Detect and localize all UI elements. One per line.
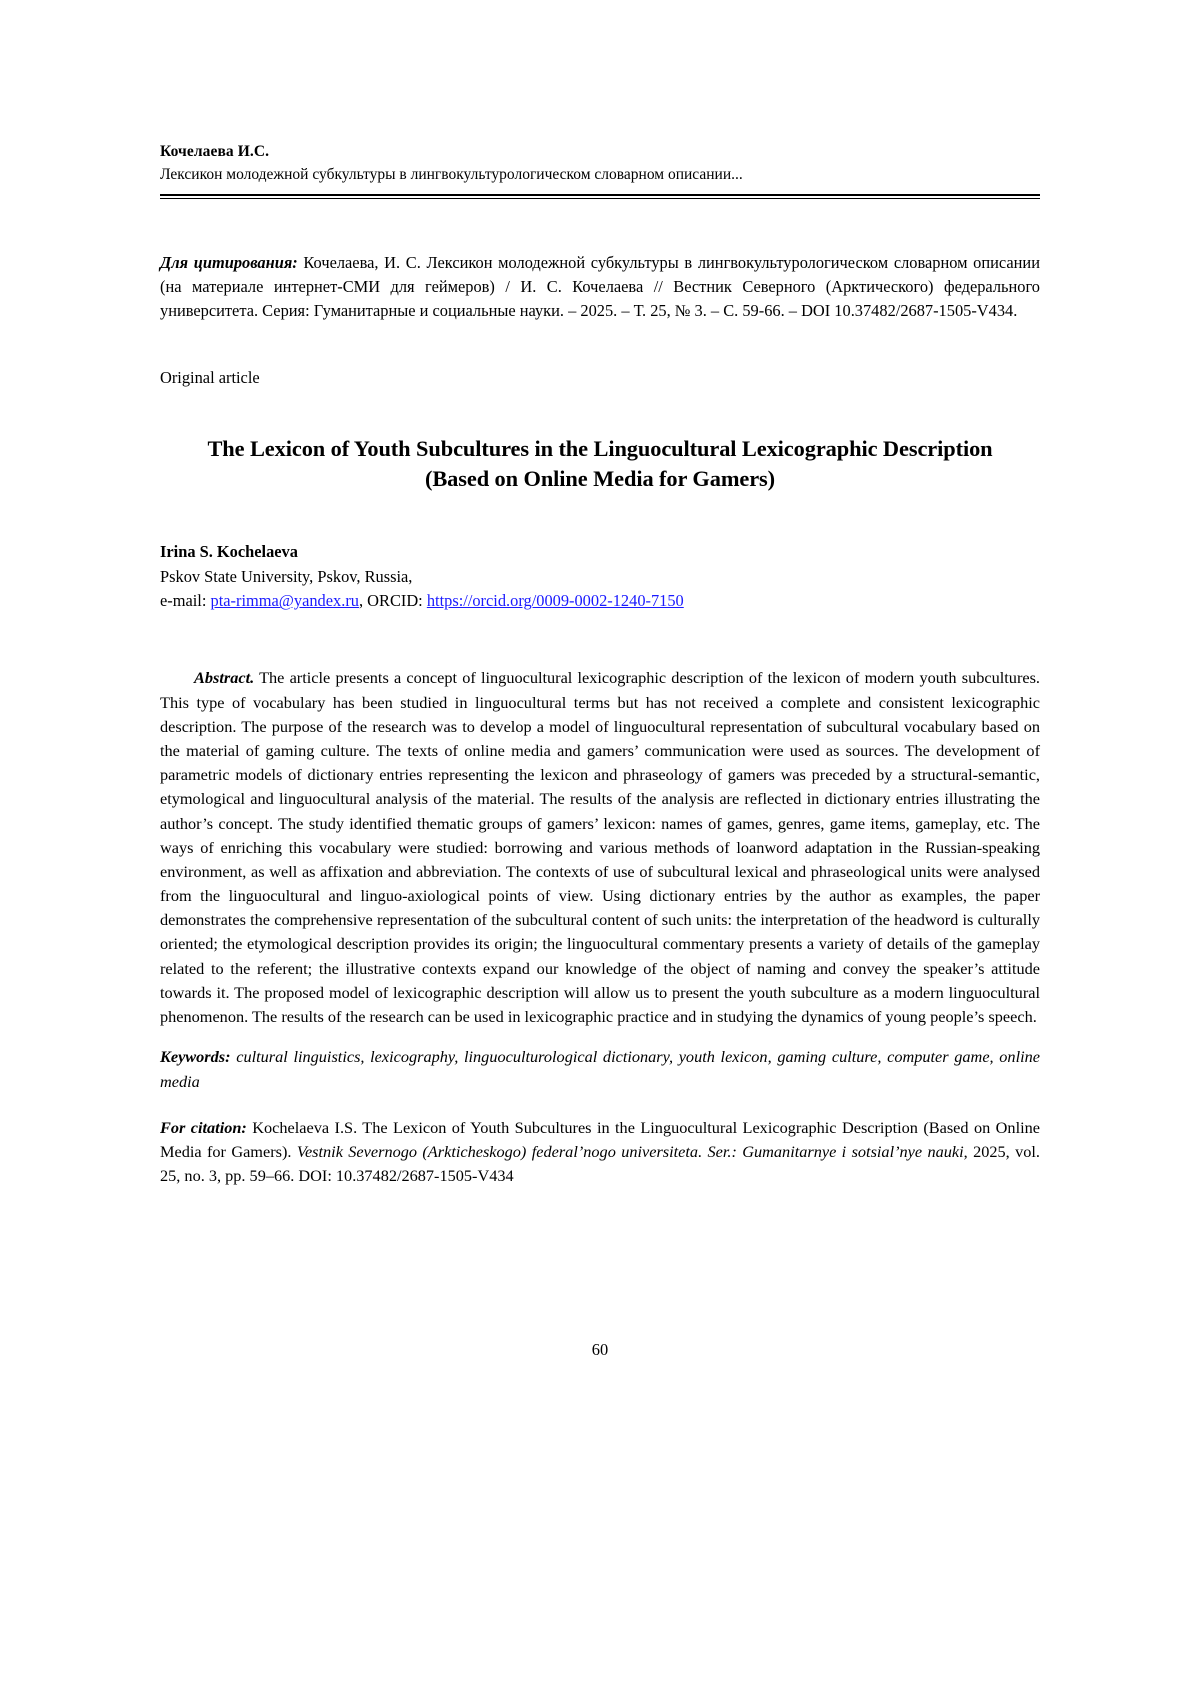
abstract-label: Abstract. (194, 668, 255, 688)
page-title-line1: The Lexicon of Youth Subcultures in the Linguocultural Lexicographic Description (207, 436, 993, 462)
orcid-label: , ORCID: (358, 591, 427, 611)
citation-russian (160, 251, 1040, 322)
for-citation-label: For citation: (160, 1117, 247, 1137)
for-citation-journal: Vestnik Severnogo (Arkticheskogo) federal’nogo universiteta. Ser.: Gumanitarnye i sotsial’nye nauki (296, 1142, 964, 1162)
running-head-title: Лексикон молодежной субкультуры в лингвокультурологическом словарном описании... (160, 166, 743, 184)
page-title-line2: (Based on Online Media for Gamers) (424, 466, 776, 491)
for-citation-part1: Kochelaeva I.S. The Lexicon of Youth Subcultures in the Linguocultural Lexicographic Description (Based on Online Media for Gamers). (160, 1117, 1040, 1162)
header-divider (160, 194, 1040, 200)
author-affiliation: Pskov State University, Pskov, Russia, (160, 566, 413, 586)
author-name: Irina S. Kochelaeva (160, 541, 298, 561)
for-citation-part2: , 2025, vol. 25, no. 3, pp. 59–66. DOI: 10.37482/2687-1505-V434 (160, 1142, 1040, 1186)
article-type: Original article (160, 368, 260, 388)
citation-russian-text: Кочелаева, И. С. Лексикон молодежной субкультуры в лингвокультурологическом словарном описании (на материале интернет-СМИ для геймеров) / И. С. Кочелаева // Вестник Северного (Арктического) федерального университета. Серия: Гуманитарные и социальные науки. – 2025. – Т. 25, № 3. – С. 59-66. – DOI 10.37482/2687-1505-V434. (160, 253, 1040, 320)
author-email-link[interactable]: pta-rimma@yandex.ru (210, 591, 359, 611)
abstract-text: The article presents a concept of linguocultural lexicographic description of the lexicon of modern youth subcultures. This type of vocabulary has been studied in linguocultural terms but has not received a complete and consistent lexicographic description. The purpose of the research was to develop a model of linguocultural representation of subcultural vocabulary based on the material of gaming culture. The texts of online media and gamers’ communication were used as sources. The development of parametric models of dictionary entries representing the lexicon and phraseology of gamers was preceded by a structural-semantic, etymological and linguocultural analysis of the material. The results of the analysis are reflected in dictionary entries illustrating the author’s concept. The study identified thematic groups of gamers’ lexicon: names of games, genres, game items, gameplay, etc. The ways of enriching this vocabulary were studied: borrowing and various methods of loanword adaptation in the Russian-speaking environment, as well as affixation and abbreviation. The contexts of use of subcultural lexical and phraseological units were analysed from the linguocultural and linguo-axiological points of view. Using dictionary entries by the author as examples, the paper demonstrates the comprehensive representation of the subcultural content of such units: the interpretation of the headword is culturally oriented; the etymological description provides its origin; the linguocultural commentary presents a variety of details of the gameplay related to the referent; the illustrative contexts expand our knowledge of the object of naming and convey the speaker’s attitude towards it. The proposed model of lexicographic description will allow us to present the youth subculture as a modern linguocultural phenomenon. The results of the research can be used in lexicographic practice and in studying the dynamics of young people’s speech. (160, 668, 1040, 1026)
running-head (160, 140, 1040, 187)
author-block (160, 540, 1040, 615)
email-label: e-mail: (160, 591, 211, 611)
for-citation (160, 1116, 1040, 1189)
keywords-text: cultural linguistics, lexicography, linguoculturological dictionary, youth lexicon, gaming culture, computer game, online media (160, 1047, 1040, 1091)
author-orcid-link[interactable]: https://orcid.org/0009-0002-1240-7150 (426, 591, 684, 611)
citation-russian-label: Для цитирования: (160, 253, 298, 273)
page-title (160, 434, 1040, 493)
keywords (160, 1045, 1040, 1093)
page-number: 60 (591, 1340, 609, 1359)
keywords-label: Keywords: (160, 1047, 231, 1067)
running-head-author: Кочелаева И.С. (160, 143, 270, 160)
abstract (160, 666, 1040, 1029)
author-contacts (160, 589, 1040, 614)
